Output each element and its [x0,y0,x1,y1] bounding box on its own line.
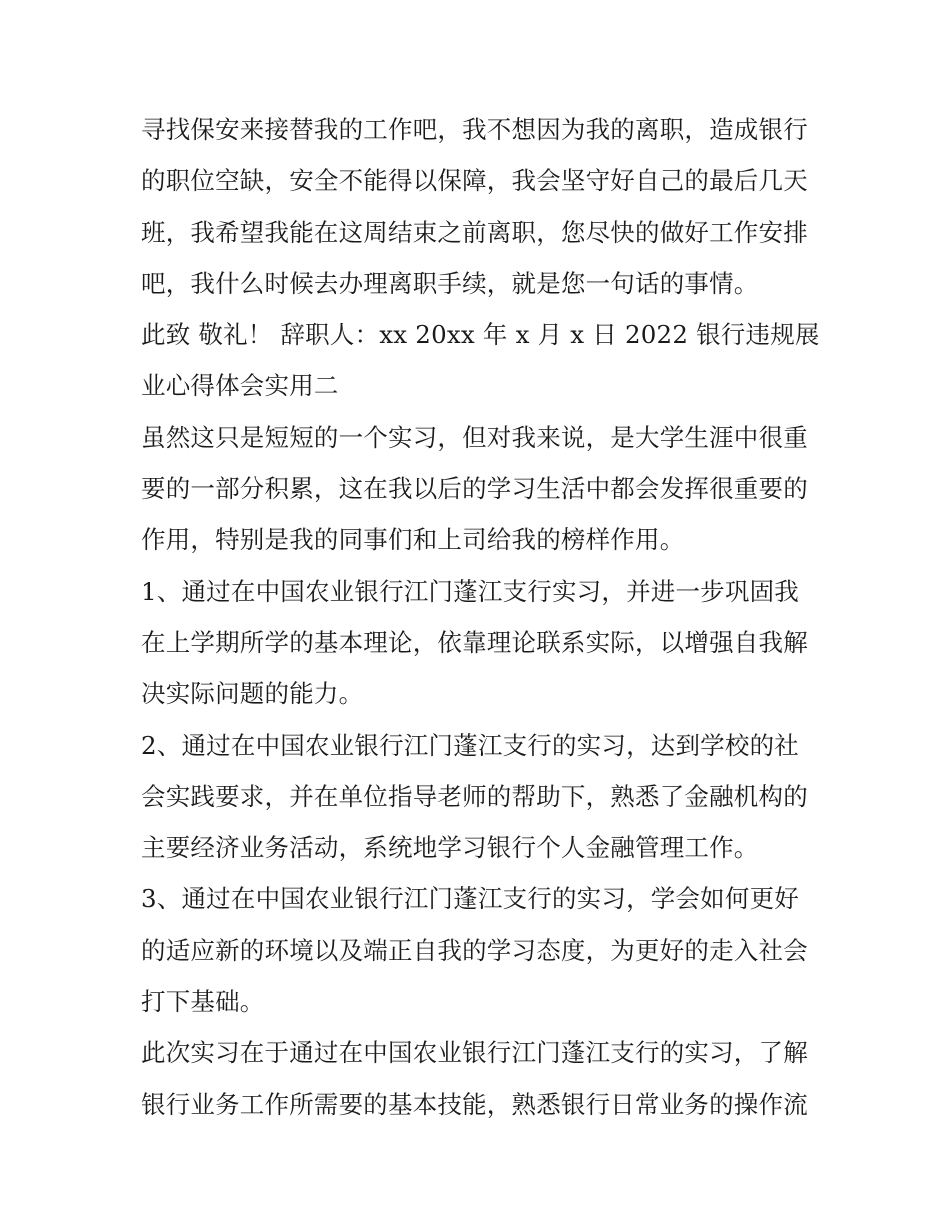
paragraph-resignation-closing: 寻找保安来接替我的工作吧，我不想因为我的离职，造成银行的职位空缺，安全不能得以保障，我会坚守好自己的最后几天班，我希望我能在这周结束之前离职，您尽快的做好工作安排吧，我什么时候去办理离职手续，就是您一句话的事情。 [141,115,808,298]
paragraph-internship-intro: 虽然这只是短短的一个实习，但对我来说，是大学生涯中很重要的一部分积累，这在我以后的学习生活中都会发挥很重要的作用，特别是我的同事们和上司给我的榜样作用。 [141,422,808,555]
document-body [141,104,821,1130]
paragraph-point-1: 1、通过在中国农业银行江门蓬江支行实习，并进一步巩固我在上学期所学的基本理论，依靠理论联系实际，以增强自我解决实际问题的能力。 [141,576,808,709]
paragraph-internship-purpose: 此次实习在于通过在中国农业银行江门蓬江支行的实习，了解银行业务工作所需要的基本技能，熟悉银行日常业务的操作流 [141,1038,808,1119]
paragraph-point-3: 3、通过在中国农业银行江门蓬江支行的实习，学会如何更好的适应新的环境以及端正自我的学习态度，为更好的走入社会打下基础。 [141,884,808,1017]
paragraph-salutation-and-title: 此致 敬礼！ 辞职人：xx 20xx 年 x 月 x 日 2022 银行违规展业心得体会实用二 [141,320,820,401]
paragraph-point-2: 2、通过在中国农业银行江门蓬江支行的实习，达到学校的社会实践要求，并在单位指导老师的帮助下，熟悉了金融机构的主要经济业务活动，系统地学习银行个人金融管理工作。 [141,730,808,863]
